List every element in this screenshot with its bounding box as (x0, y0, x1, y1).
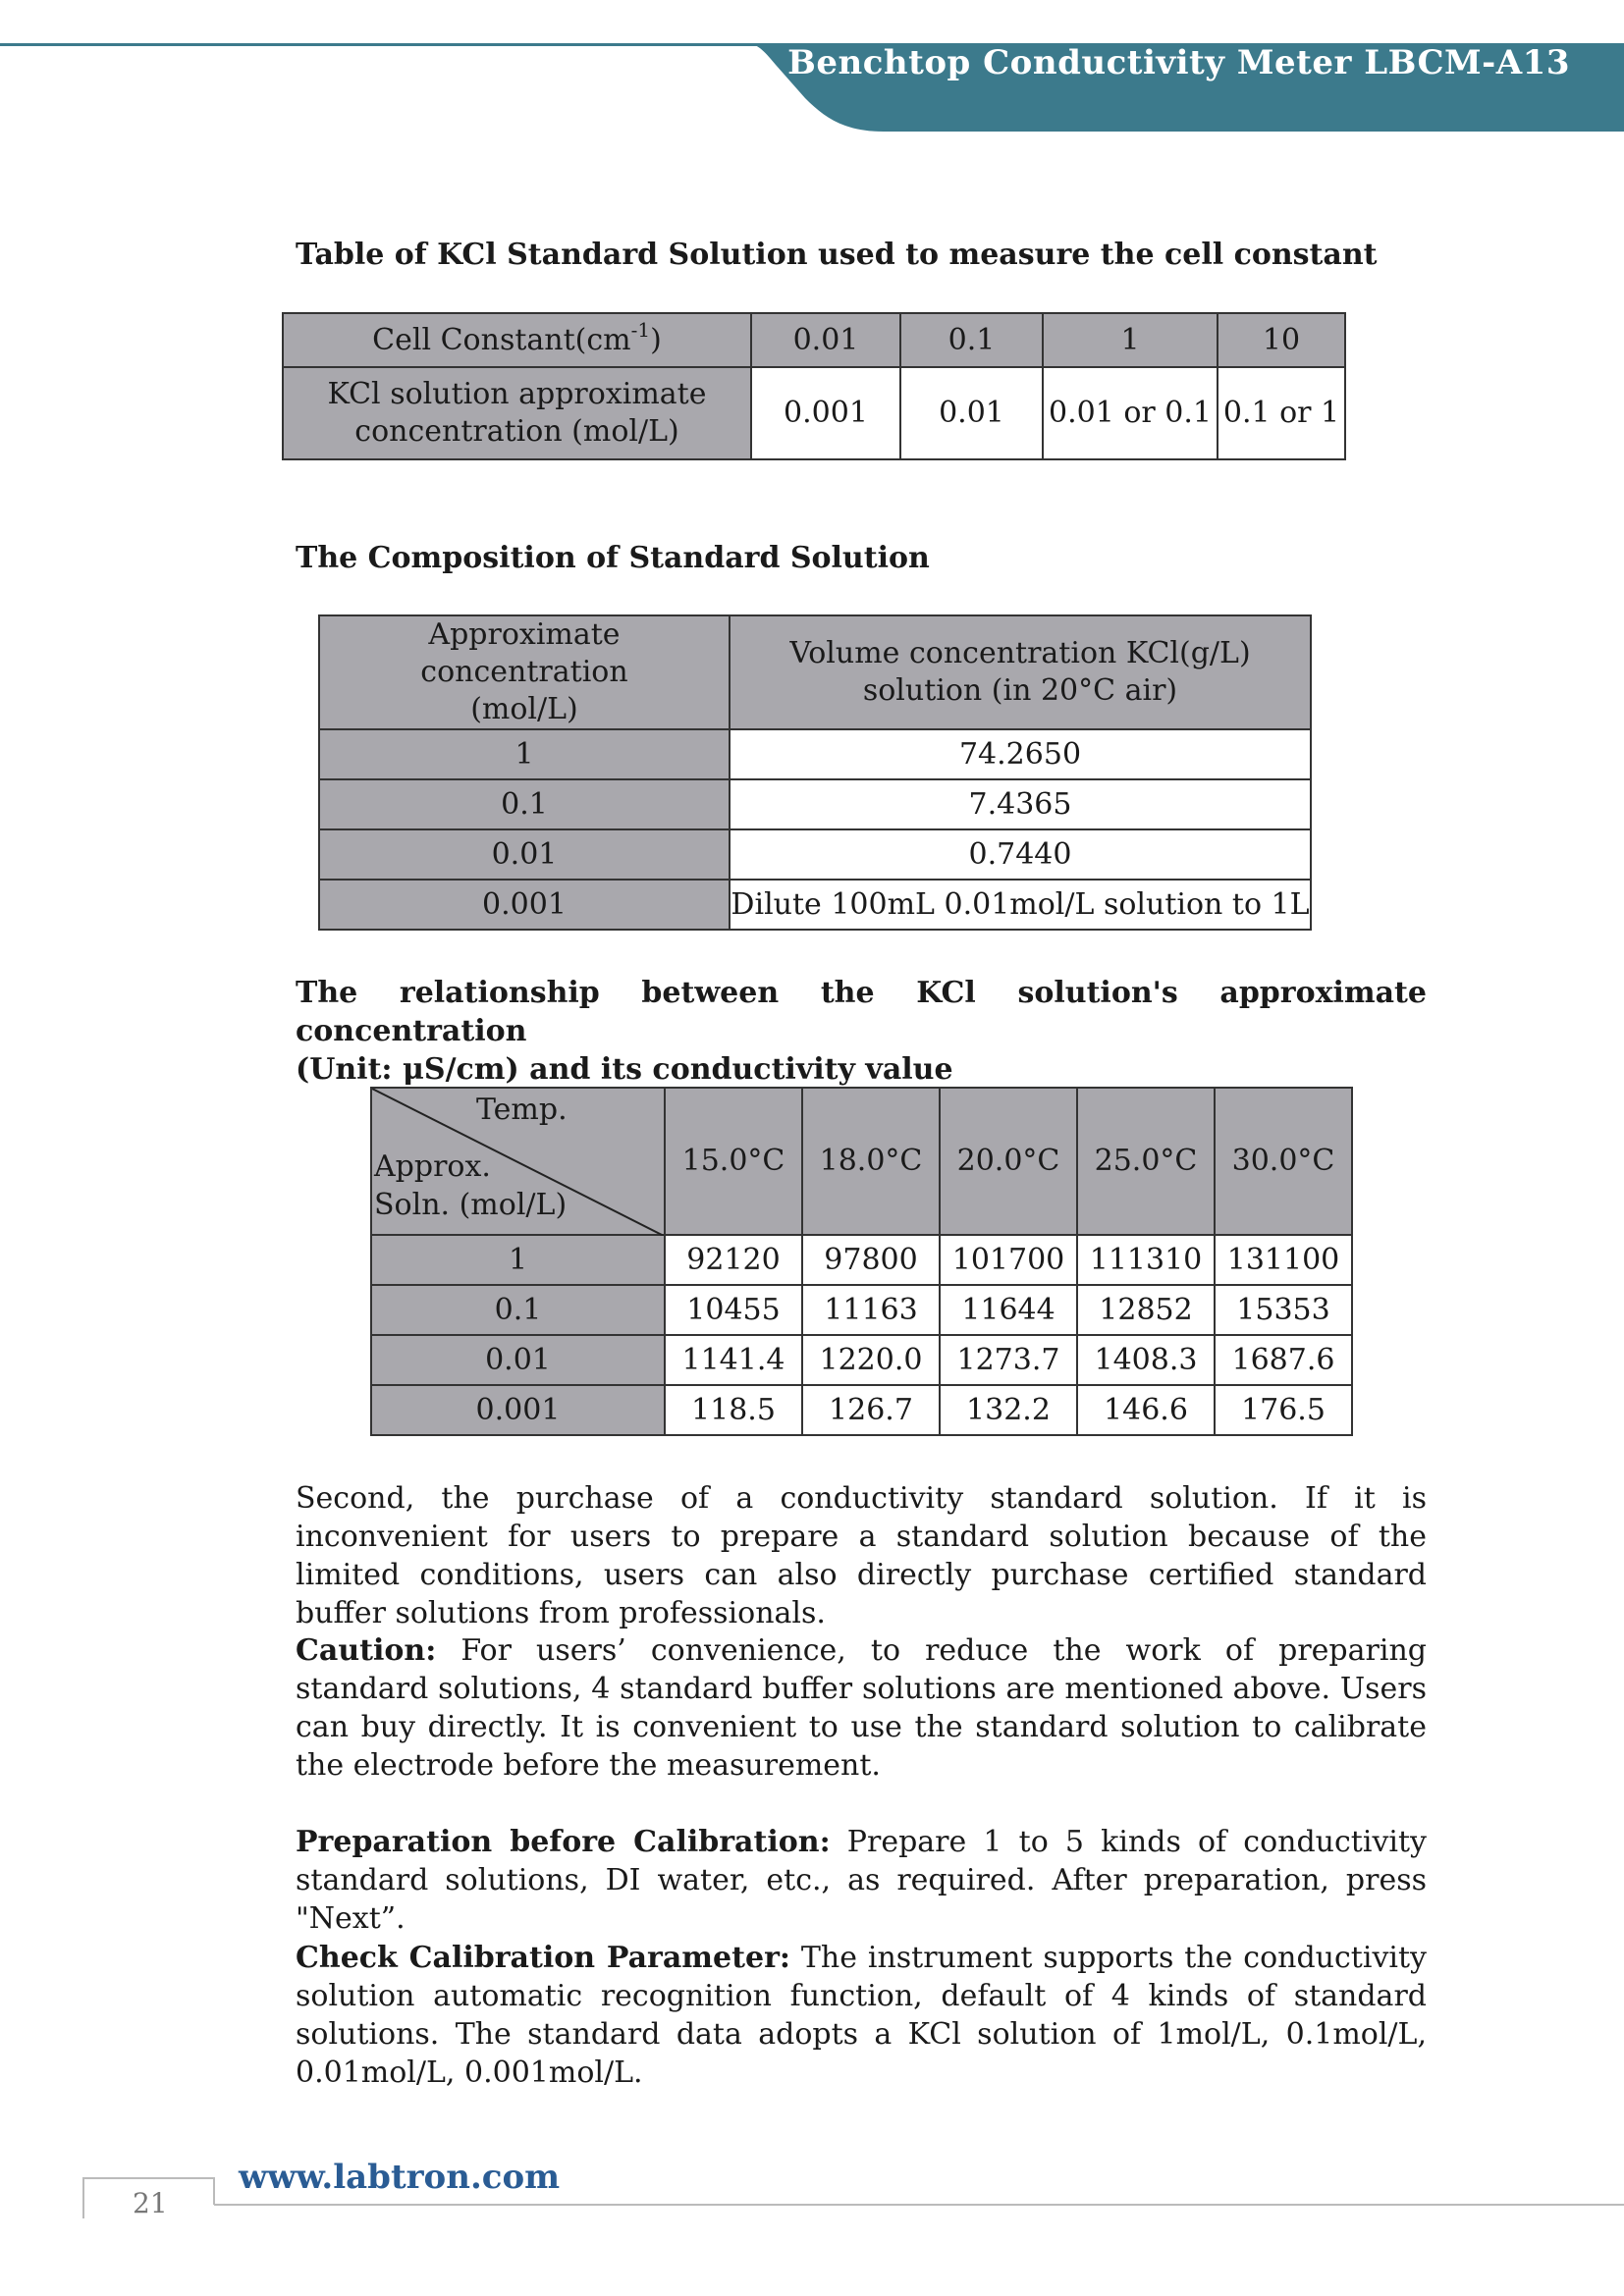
corner-soln-label (374, 1148, 567, 1224)
table-cell: 12852 (1077, 1285, 1215, 1335)
table-cell: 111310 (1077, 1235, 1215, 1285)
kcl-concentration-label (283, 367, 751, 459)
header-line: Volume concentration KCl(g/L) (789, 636, 1251, 670)
conductivity-table (370, 1087, 1353, 1436)
table-cell: 0.1 (371, 1285, 665, 1335)
label-line: Approx. (374, 1149, 491, 1184)
table-cell: 101700 (940, 1235, 1077, 1285)
table-cell: 0.01 (319, 829, 730, 880)
caution-label: Caution: (296, 1633, 437, 1668)
preparation-label: Preparation before Calibration: (296, 1825, 831, 1859)
table-cell: 11163 (802, 1285, 940, 1335)
corner-temp-label: Temp. (476, 1093, 568, 1127)
table-cell: 146.6 (1077, 1385, 1215, 1435)
label-line: Soln. (mol/L) (374, 1188, 568, 1222)
label-line: concentration (mol/L) (354, 414, 679, 449)
column-header (319, 615, 730, 729)
header-line: Approximate concentration (420, 617, 628, 689)
temp-header: 25.0°C (1077, 1088, 1215, 1235)
section1-title: Table of KCl Standard Solution used to measure the cell constant (296, 238, 1378, 272)
table-cell: Dilute 100mL 0.01mol/L solution to 1L (730, 880, 1311, 930)
table-cell: 0.1 or 1 (1218, 367, 1345, 459)
table-cell: 0.001 (371, 1385, 665, 1435)
table-row (371, 1285, 1352, 1335)
table-cell: 126.7 (802, 1385, 940, 1435)
check-calibration-label: Check Calibration Parameter: (296, 1941, 790, 1975)
page-number: 21 (133, 2187, 168, 2219)
label-line: KCl solution approximate (327, 377, 707, 411)
table-cell: 0.01 or 0.1 (1043, 367, 1218, 459)
table-cell: 92120 (665, 1235, 802, 1285)
table-cell: 74.2650 (730, 729, 1311, 779)
temp-header: 15.0°C (665, 1088, 802, 1235)
table-cell: 1408.3 (1077, 1335, 1215, 1385)
section2-title: The Composition of Standard Solution (296, 541, 930, 575)
table-cell: 0.1 (900, 313, 1043, 367)
table-cell: 11644 (940, 1285, 1077, 1335)
temp-header: 20.0°C (940, 1088, 1077, 1235)
footer-website-link[interactable]: www.labtron.com (239, 2158, 561, 2197)
table-cell: 1 (319, 729, 730, 779)
header-line: solution (in 20°C air) (862, 673, 1178, 708)
table-cell: 15353 (1215, 1285, 1352, 1335)
title-line: (Unit: μS/cm) and its conductivity value (296, 1052, 953, 1087)
corner-header (371, 1088, 665, 1235)
table-row (371, 1235, 1352, 1285)
column-header (730, 615, 1311, 729)
paragraph-check-calibration (296, 1939, 1427, 2092)
caution-text: For users’ convenience, to reduce the work of preparing standard solutions, 4 standard buffer solutions are mentioned above. Users can buy directly. It is convenient to use the standard solution to calibrate the electrode before the measurement. (296, 1633, 1427, 1783)
table-cell: 118.5 (665, 1385, 802, 1435)
cell-constant-table (282, 312, 1346, 460)
standard-composition-table (318, 614, 1312, 931)
table-row (319, 729, 1311, 779)
table-cell: 97800 (802, 1235, 940, 1285)
section3-title (296, 974, 1427, 1089)
table-cell: 1220.0 (802, 1335, 940, 1385)
table-row (319, 829, 1311, 880)
table-cell: 0.01 (900, 367, 1043, 459)
check-calibration-text: The instrument supports the conductivity solution automatic recognition function, default of 4 kinds of standard solutions. The standard data adopts a KCl solution of 1mol/L, 0.1mol/L, 0.01mol/L, 0.001mol/L. (296, 1941, 1427, 2090)
table-cell: 0.01 (371, 1335, 665, 1385)
cell-constant-label: Cell $Constant(cm^{-1})$ (283, 313, 751, 367)
table-cell: 132.2 (940, 1385, 1077, 1435)
document-title: Benchtop Conductivity Meter LBCM-A13 (787, 43, 1570, 82)
table-cell: 0.001 (751, 367, 900, 459)
table-cell: 131100 (1215, 1235, 1352, 1285)
table-cell: 0.001 (319, 880, 730, 930)
title-line: The relationship between the KCl solution's approximate concentration (296, 976, 1427, 1048)
preparation-text: Prepare 1 to 5 kinds of conductivity standard solutions, DI water, etc., as required. After preparation, press "Next”. (296, 1825, 1427, 1936)
table-cell: 0.01 (751, 313, 900, 367)
table-row (371, 1385, 1352, 1435)
table-row (319, 779, 1311, 829)
table-cell: 176.5 (1215, 1385, 1352, 1435)
table-cell: 10 (1218, 313, 1345, 367)
table-cell: 1687.6 (1215, 1335, 1352, 1385)
temp-header: 30.0°C (1215, 1088, 1352, 1235)
paragraph-caution (296, 1631, 1427, 1785)
table-cell: 0.1 (319, 779, 730, 829)
table-cell: 1 (1043, 313, 1218, 367)
table-cell: 1141.4 (665, 1335, 802, 1385)
table-row (319, 880, 1311, 930)
table-row (371, 1335, 1352, 1385)
table-cell: 10455 (665, 1285, 802, 1335)
table-cell: 1 (371, 1235, 665, 1285)
temp-header: 18.0°C (802, 1088, 940, 1235)
header-line: (mol/L) (470, 692, 578, 726)
paragraph-purchase: Second, the purchase of a conductivity standard solution. If it is inconvenient for users to prepare a standard solution because of the limited conditions, users can also directly purchase certified standard buffer solutions from professionals. (296, 1481, 1427, 1630)
table-cell: 1273.7 (940, 1335, 1077, 1385)
paragraph-preparation (296, 1823, 1427, 1938)
table-cell: 7.4365 (730, 779, 1311, 829)
table-cell: 0.7440 (730, 829, 1311, 880)
